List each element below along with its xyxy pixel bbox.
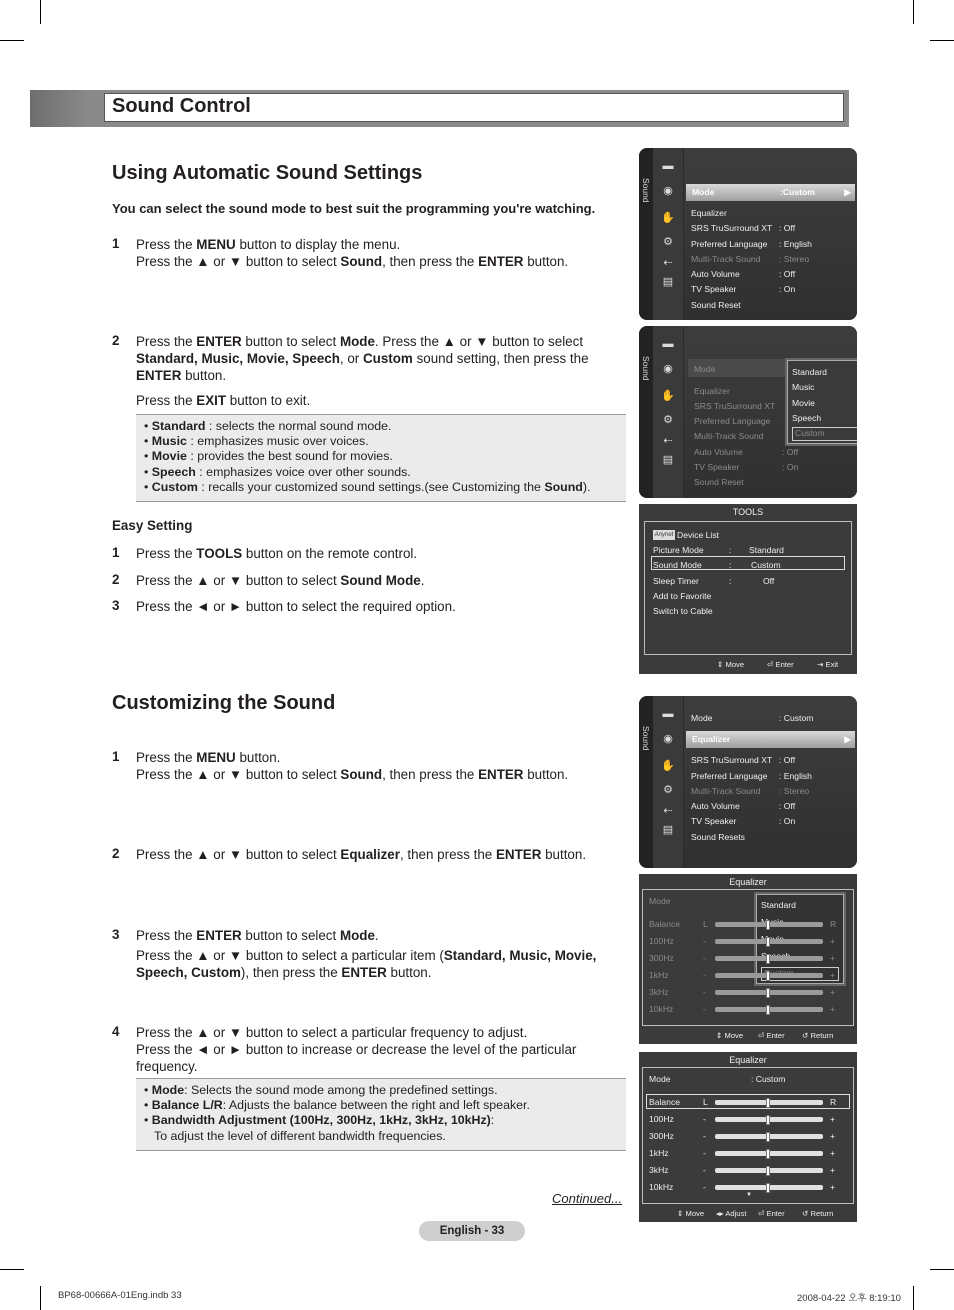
popup-option[interactable]: Speech [792, 413, 822, 423]
menu-item-equalizer-highlight[interactable] [686, 731, 855, 748]
step-number: 1 [112, 236, 120, 251]
move-hint [716, 1031, 743, 1040]
return-icon: ↺ [802, 1031, 809, 1040]
note-item: • Custom : recalls your customized sound settings.(see Customizing the Sound). [144, 479, 591, 494]
menu-item[interactable] [691, 755, 796, 765]
eq-row-label: 300Hz [649, 953, 674, 963]
sound-icon: ◉ [663, 733, 673, 745]
eq-row-label: Balance [649, 1097, 681, 1107]
osd-side-label: Sound [641, 726, 651, 751]
equalizer-notes [136, 1078, 626, 1151]
tools-inner [644, 521, 852, 655]
channel-icon: ✋ [661, 212, 675, 224]
exit-icon: ⇥ [817, 660, 824, 669]
return-icon: ↺ [802, 1209, 809, 1218]
step-number: 3 [112, 598, 120, 613]
move-hint [677, 1209, 704, 1218]
step-line: Speech, Custom), then press the ENTER button. [136, 965, 432, 980]
tools-sep: : [729, 545, 732, 555]
eq-row-max: + [830, 1148, 836, 1158]
eq-slider-knob[interactable] [766, 1149, 770, 1159]
menu-item-value: : Stereo [779, 786, 810, 796]
eq-row-min: - [703, 1114, 706, 1124]
sound-mode-popup [787, 360, 857, 444]
menu-item: Equalizer [694, 386, 730, 396]
menu-item: SRS TruSurround XT [694, 401, 776, 411]
menu-item-value: :Custom [780, 187, 815, 197]
menu-item-label: TV Speaker [691, 284, 737, 294]
menu-item-value: : Stereo [779, 254, 810, 264]
menu-item[interactable] [691, 801, 796, 811]
popup-option[interactable]: Movie [792, 398, 815, 408]
menu-item-label: Equalizer [691, 208, 727, 218]
tools-sep: : [729, 576, 732, 586]
hint-label: Enter [775, 660, 794, 669]
eq-row-min: - [703, 1004, 706, 1014]
application-icon: ▤ [662, 454, 674, 466]
sound-icon: ◉ [663, 185, 673, 197]
eq-row-label: 3kHz [649, 1165, 669, 1175]
eq-row-max: + [830, 1114, 836, 1124]
leftright-icon: ◂▸ [716, 1209, 724, 1218]
eq-row-max: + [830, 1182, 836, 1192]
step-line: Press the ▲ or ▼ button to select Sound, then press the ENTER button. [136, 254, 569, 269]
step-text [136, 236, 626, 270]
equalizer-panel-1 [639, 874, 857, 1044]
tools-item[interactable]: Picture Mode [653, 545, 704, 555]
menu-item-label: Auto Volume [691, 801, 740, 811]
note-item: To adjust the level of different bandwidth frequencies. [154, 1128, 446, 1143]
note-item: • Mode: Selects the sound mode among the predefined settings. [144, 1083, 498, 1097]
enter-hint [758, 1209, 785, 1218]
step-line: Press the ▲ or ▼ button to select a particular item (Standard, Music, Movie, [136, 948, 597, 963]
eq-row-max: + [830, 1004, 836, 1014]
arrow-right-icon: ▶ [844, 187, 851, 197]
menu-item-value: : Off [782, 447, 799, 457]
eq-row-min: - [703, 953, 706, 963]
menu-item-label: Sound Resets [691, 832, 745, 842]
continued-label: Continued... [552, 1191, 623, 1206]
menu-item: Preferred Language [694, 416, 771, 426]
menu-item: TV Speaker [694, 462, 740, 472]
picture-icon: ▬ [662, 338, 674, 350]
menu-item-value: : Custom [779, 713, 814, 723]
menu-item-label: Mode [692, 187, 715, 197]
picture-icon: ▬ [662, 708, 674, 720]
menu-item-value: : English [779, 239, 812, 249]
step-line: Press the ▲ or ▼ button to select Sound Mode. [136, 573, 425, 588]
menu-item-label: Sound Reset [691, 300, 741, 310]
osd-side-label: Sound [641, 178, 651, 203]
step-number: 3 [112, 927, 120, 942]
eq-row-label: 300Hz [649, 1131, 674, 1141]
equalizer-title: Equalizer [729, 877, 767, 887]
menu-item-label: SRS TruSurround XT [691, 755, 773, 765]
menu-item-label: Preferred Language [691, 771, 768, 781]
eq-row-min: - [703, 1165, 706, 1175]
popup-option-selected[interactable]: Custom [792, 427, 857, 441]
eq-row-max: + [830, 970, 836, 980]
setup-icon: ⚙ [663, 414, 673, 426]
tools-value: Off [763, 576, 775, 586]
hint-label: Move [685, 1209, 705, 1218]
eq-slider-knob[interactable] [766, 1005, 770, 1015]
easy-setting-title: Easy Setting [112, 518, 193, 533]
step-line: Press the MENU button. [136, 750, 281, 765]
input-icon: ⇠ [663, 435, 673, 447]
eq-mode-value: : Custom [751, 1074, 786, 1084]
step-line: Press the TOOLS button on the remote control. [136, 546, 418, 561]
menu-item: Sound Reset [694, 477, 744, 487]
eq-row-min: - [703, 987, 706, 997]
crop-mark [0, 40, 24, 41]
step-line: Press the ▲ or ▼ button to select Sound, then press the ENTER button. [136, 767, 569, 782]
tools-value: Custom [751, 560, 781, 570]
step-number: 1 [112, 545, 120, 560]
return-hint [802, 1209, 833, 1218]
osd-sound-menu-2 [639, 326, 857, 498]
eq-slider-knob[interactable] [766, 971, 770, 981]
step-line: Press the ▲ or ▼ button to select Equalizer, then press the ENTER button. [136, 847, 587, 862]
menu-item-value: : Off [779, 755, 796, 765]
eq-row-min: L [703, 919, 708, 929]
application-icon: ▤ [662, 824, 674, 836]
menu-item-label: Mode [691, 713, 713, 723]
crop-mark [913, 1286, 914, 1310]
hint-label: Adjust [725, 1209, 747, 1218]
equalizer-panel-2 [639, 1052, 857, 1222]
eq-row-label: 100Hz [649, 936, 674, 946]
note-item: • Speech : emphasizes voice over other sounds. [144, 464, 411, 479]
eq-row-label: 100Hz [649, 1114, 674, 1124]
anynet-logo: Anynet [654, 532, 674, 538]
menu-item-value: : On [779, 816, 796, 826]
menu-item-value: : On [782, 462, 799, 472]
eq-slider-knob[interactable] [766, 954, 770, 964]
step-line: Press the ENTER button to select Mode. Press the ▲ or ▼ button to select [136, 334, 584, 349]
menu-item[interactable] [691, 239, 812, 249]
sound-icon: ◉ [663, 363, 673, 375]
eq-row-label: 1kHz [649, 970, 669, 980]
tools-sep: : [729, 560, 732, 570]
hint-label: Return [810, 1031, 834, 1040]
page-number-badge: English - 33 [419, 1221, 525, 1241]
enter-hint [767, 660, 794, 669]
eq-row-label: Balance [649, 919, 681, 929]
osd-sound-menu-3 [639, 696, 857, 868]
move-hint [717, 660, 744, 669]
step-text [136, 749, 626, 783]
tools-value: Standard [749, 545, 784, 555]
page-title: Sound Control [112, 95, 251, 117]
eq-row-max: R [830, 919, 837, 929]
menu-item-value: : On [779, 284, 796, 294]
osd-icon-column [653, 148, 683, 320]
menu-item-label: TV Speaker [691, 816, 737, 826]
osd-sound-menu-1 [639, 148, 857, 320]
menu-item[interactable] [691, 269, 796, 279]
eq-row-min: - [703, 1148, 706, 1158]
crop-mark [930, 1269, 954, 1270]
crop-mark [40, 0, 41, 24]
step-line: ENTER button. [136, 368, 227, 383]
osd-side-label: Sound [641, 356, 651, 381]
menu-item[interactable] [691, 300, 741, 310]
osd-icon-column [653, 696, 683, 868]
tools-title: TOOLS [732, 507, 764, 517]
note-item: • Balance L/R: Adjusts the balance between the right and left speaker. [144, 1098, 530, 1113]
enter-icon: ⏎ [758, 1031, 765, 1040]
eq-row-max: + [830, 1131, 836, 1141]
hint-label: Move [725, 660, 745, 669]
enter-icon: ⏎ [767, 660, 774, 669]
step-text [136, 333, 626, 409]
menu-item[interactable] [691, 816, 796, 826]
eq-slider-knob[interactable] [766, 1183, 770, 1193]
menu-item[interactable] [691, 832, 745, 842]
menu-item-label: Multi-Track Sound [691, 254, 761, 264]
menu-item[interactable] [691, 771, 812, 781]
menu-item-value: : English [779, 771, 812, 781]
step-line: Press the ▲ or ▼ button to select a particular frequency to adjust. [136, 1025, 528, 1040]
eq-row-min: - [703, 936, 706, 946]
hint-label: Return [810, 1209, 834, 1218]
hint-label: Exit [825, 660, 839, 669]
print-file-info: BP68-00666A-01Eng.indb 33 [58, 1290, 182, 1301]
picture-icon: ▬ [662, 160, 674, 172]
step-text [136, 1024, 626, 1075]
eq-row-max: + [830, 1165, 836, 1175]
return-hint [802, 1031, 833, 1040]
step-line: Press the ◄ or ► button to increase or decrease the level of the particular [136, 1042, 577, 1057]
tools-item: Sound Mode [653, 560, 702, 570]
crop-mark [0, 1269, 24, 1270]
step-number: 2 [112, 572, 120, 587]
menu-item-value: : Off [779, 223, 796, 233]
eq-mode-label: Mode [649, 896, 671, 906]
menu-item [691, 254, 810, 264]
print-date-info: 2008-04-22 오후 8:19:10 [797, 1293, 901, 1304]
note-item: • Movie : provides the best sound for movies. [144, 449, 393, 464]
eq-row-min: L [703, 1097, 708, 1107]
eq-row-highlight[interactable] [646, 1094, 850, 1109]
step-number: 1 [112, 749, 120, 764]
input-icon: ⇠ [663, 257, 673, 269]
section-title-automatic: Using Automatic Sound Settings [112, 162, 423, 184]
menu-item-label: Equalizer [692, 734, 731, 744]
step-number: 2 [112, 333, 120, 348]
eq-slider-knob[interactable] [766, 988, 770, 998]
channel-icon: ✋ [661, 760, 675, 772]
note-item: • Bandwidth Adjustment (100Hz, 300Hz, 1kHz, 3kHz, 10kHz): [144, 1113, 495, 1128]
eq-slider-knob[interactable] [766, 920, 770, 930]
updown-icon: ⇕ [717, 660, 724, 669]
eq-row-max: R [830, 1097, 837, 1107]
menu-item-label: Preferred Language [691, 239, 768, 249]
hint-label: Enter [766, 1209, 785, 1218]
step-text [136, 927, 626, 981]
section-title-customizing: Customizing the Sound [112, 692, 336, 714]
arrow-right-icon: ▶ [844, 734, 851, 744]
menu-item-label: Multi-Track Sound [691, 786, 761, 796]
setup-icon: ⚙ [663, 784, 673, 796]
eq-slider-knob[interactable] [766, 1166, 770, 1176]
scroll-down-icon: ▼ [746, 1192, 752, 1198]
tools-item[interactable]: Device List [677, 530, 720, 540]
menu-item[interactable] [691, 713, 814, 723]
equalizer-title: Equalizer [729, 1055, 767, 1065]
popup-option[interactable]: Music [792, 382, 815, 392]
menu-item[interactable] [691, 284, 796, 294]
step-number: 4 [112, 1024, 120, 1039]
hint-label: Move [724, 1031, 744, 1040]
popup-option[interactable]: Standard [761, 900, 796, 910]
popup-option[interactable]: Standard [792, 367, 827, 377]
step-line: Press the EXIT button to exit. [136, 393, 311, 408]
menu-item: Auto Volume [694, 447, 743, 457]
enter-hint [758, 1031, 785, 1040]
application-icon: ▤ [662, 276, 674, 288]
section-intro: You can select the sound mode to best suit the programming you're watching. [112, 201, 596, 216]
menu-item-label: SRS TruSurround XT [691, 223, 773, 233]
eq-row-min: - [703, 1131, 706, 1141]
menu-item [691, 786, 810, 796]
menu-item-label: Auto Volume [691, 269, 740, 279]
menu-item-mode-highlight[interactable] [686, 184, 855, 201]
eq-row-label: 3kHz [649, 987, 669, 997]
eq-row-min: - [703, 1182, 706, 1192]
eq-slider-knob[interactable] [766, 1115, 770, 1125]
exit-hint [817, 660, 838, 669]
enter-icon: ⏎ [758, 1209, 765, 1218]
menu-item: Multi-Track Sound [694, 431, 764, 441]
tools-menu [639, 504, 857, 674]
step-number: 2 [112, 846, 120, 861]
hint-label: Enter [766, 1031, 785, 1040]
eq-mode-label[interactable]: Mode [649, 1074, 671, 1084]
menu-item-value: : Off [779, 269, 796, 279]
adjust-hint [716, 1209, 746, 1218]
step-line: Press the ENTER button to select Mode. [136, 928, 379, 943]
channel-icon: ✋ [661, 390, 675, 402]
eq-row-label: 10kHz [649, 1182, 674, 1192]
eq-row-max: + [830, 936, 836, 946]
menu-item[interactable] [691, 223, 796, 233]
updown-icon: ⇕ [716, 1031, 723, 1040]
note-item: • Music : emphasizes music over voices. [144, 434, 369, 449]
eq-slider-knob[interactable] [766, 1132, 770, 1142]
menu-item: Mode [694, 364, 716, 374]
step-line: Press the MENU button to display the menu. [136, 237, 401, 252]
step-line: frequency. [136, 1059, 198, 1074]
eq-row-max: + [830, 953, 836, 963]
updown-icon: ⇕ [677, 1209, 684, 1218]
setup-icon: ⚙ [663, 236, 673, 248]
step-line: Press the ◄ or ► button to select the required option. [136, 599, 456, 614]
osd-side-strip [639, 148, 653, 320]
crop-mark [40, 1286, 41, 1310]
crop-mark [930, 40, 954, 41]
eq-row-min: - [703, 970, 706, 980]
input-icon: ⇠ [663, 805, 673, 817]
tools-item[interactable]: Sleep Timer [653, 576, 699, 586]
eq-slider-knob[interactable] [766, 937, 770, 947]
eq-row-label: 10kHz [649, 1004, 674, 1014]
osd-side-strip [639, 326, 653, 498]
menu-item[interactable] [691, 208, 727, 218]
osd-side-strip [639, 696, 653, 868]
eq-row-max: + [830, 987, 836, 997]
crop-mark [913, 0, 914, 24]
tools-item[interactable]: Add to Favorite [653, 591, 712, 601]
menu-item-value: : Off [779, 801, 796, 811]
osd-icon-column [653, 326, 683, 498]
eq-row-label: 1kHz [649, 1148, 669, 1158]
step-line: Standard, Music, Movie, Speech, or Custom sound setting, then press the [136, 351, 589, 366]
note-item: • Standard : selects the normal sound mode. [144, 419, 392, 433]
sound-mode-notes [136, 414, 626, 502]
tools-item[interactable]: Switch to Cable [653, 606, 713, 616]
osd-main-area [684, 148, 857, 320]
